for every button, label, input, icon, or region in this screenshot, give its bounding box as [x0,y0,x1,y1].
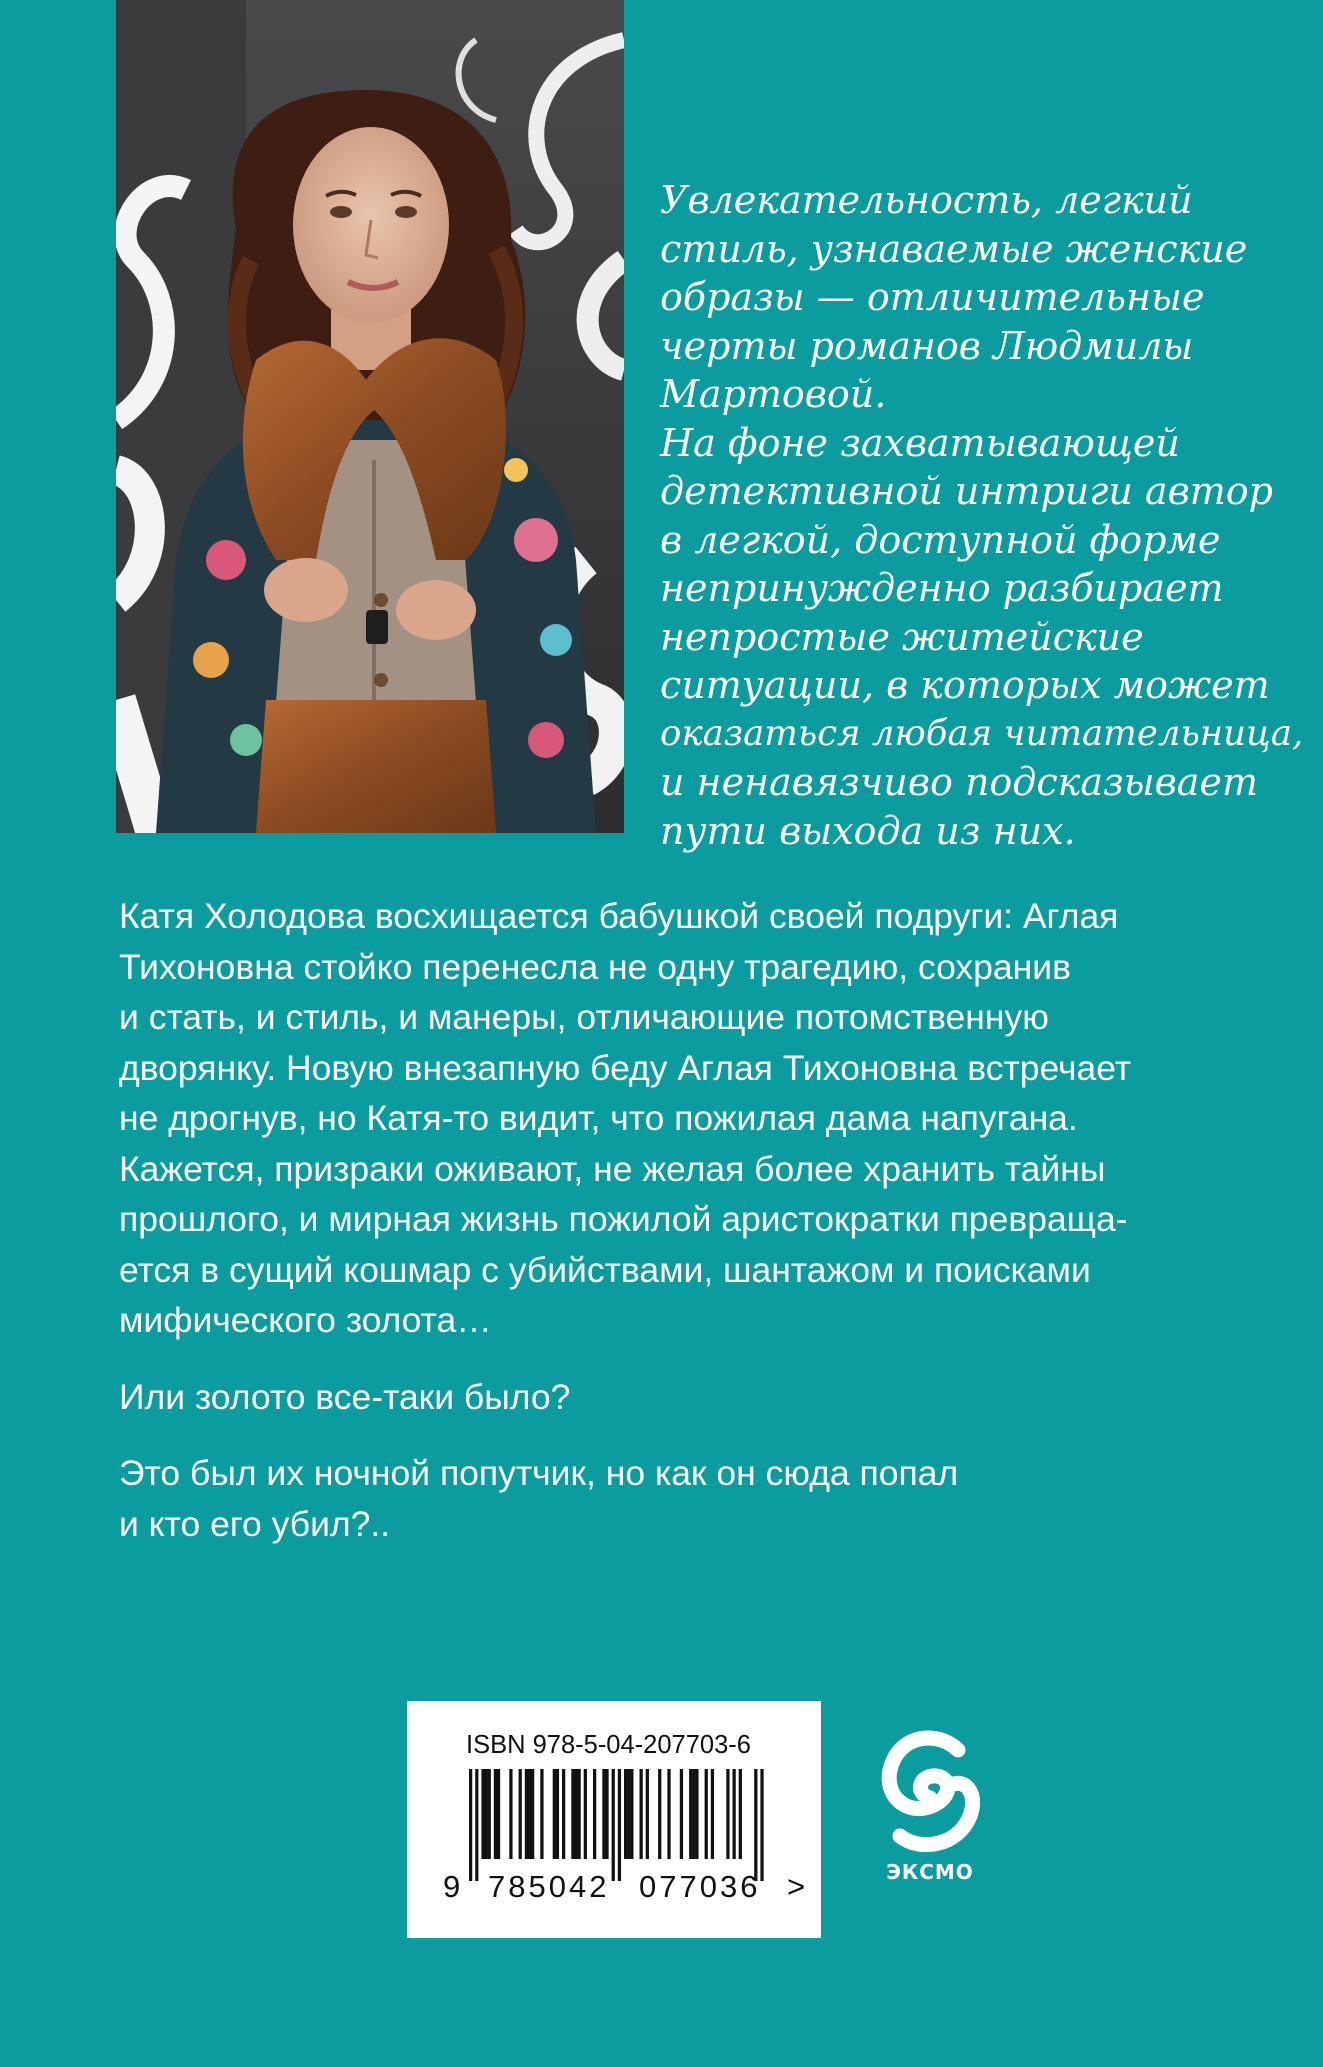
barcode-bar [754,1769,757,1881]
barcode-bar [497,1769,500,1859]
synopsis-line: и стать, и стиль, и манеры, отличающие потомственную [119,997,1049,1037]
barcode-bar [509,1769,512,1859]
author-photo [116,0,624,833]
barcode-bar [578,1769,581,1859]
barcode-bar [646,1769,649,1859]
barcode-bar [692,1769,695,1859]
synopsis-line: ется в сущий кошмар с убийствами, шантажом и поисками [119,1249,1091,1290]
barcode-bar [612,1769,615,1881]
barcode-bar [733,1769,736,1859]
quote-line: образы — отличительные [660,275,1205,319]
barcode-bar [711,1769,714,1859]
barcode-bar [739,1769,742,1859]
quote-line: Мартовой. [660,372,887,416]
author-portrait-image [116,0,624,833]
synopsis-line: мифического золота… [119,1300,492,1340]
barcode-bar [760,1769,763,1881]
quote-line: и ненавязчиво подсказывает [660,760,1258,804]
isbn-number: ISBN 978-5-04-207703-6 [466,1731,751,1759]
barcode-bar [481,1769,484,1859]
synopsis-line: дворянку. Новую внезапную беду Аглая Тихоновна встречает [119,1047,1132,1088]
barcode-bar [540,1769,543,1859]
barcode-bar [528,1769,531,1859]
barcode-bar [562,1769,565,1859]
barcode-bar [574,1769,577,1859]
quote-line: стиль, узнаваемые женские [660,226,1248,271]
publisher-logo [880,1728,980,1890]
quote-line: непринужденно разбирает [660,566,1224,610]
quote-line: На фоне захватывающей [660,420,1180,465]
quote-line: детективной интриги автор [660,469,1273,513]
barcode-bar [680,1769,683,1859]
barcode-bar [584,1769,587,1859]
synopsis-line: и кто его убил?.. [119,1503,391,1544]
barcode-bar [618,1769,621,1881]
barcode-bar [519,1769,522,1859]
synopsis-line: Это был их ночной попутчик, но как он сюда попал [119,1453,959,1493]
book-synopsis [119,891,1299,1549]
synopsis-paragraph [119,1448,1299,1549]
quote-line: непростые житейские [660,614,1144,659]
synopsis-line: не дрогнув, но Катя-то видит, что пожилая дама напугана. [119,1098,1078,1138]
barcode-bar [485,1769,488,1859]
barcode-bar [726,1769,729,1859]
barcode-bar [705,1769,708,1859]
synopsis-line: Или золото все-таки было? [119,1376,571,1417]
barcode-bar [553,1769,556,1859]
barcode-bar [531,1769,534,1859]
synopsis-line: Кажется, призраки оживают, не желая более хранить тайны [119,1148,1106,1189]
quote-line: пути выхода из них. [660,808,1076,853]
quote-line: черты романов Людмилы [660,323,1194,368]
author-quote [660,176,1304,855]
quote-line: в легкой, доступной форме [660,517,1221,562]
barcode-bar [667,1769,670,1859]
barcode-bar [475,1769,478,1881]
synopsis-paragraph [119,891,1299,1346]
barcode-bar [630,1769,633,1859]
barcode-bar [627,1769,630,1859]
barcode-bar [624,1769,627,1859]
synopsis-line: прошлого, и мирная жизнь пожилой аристократки превраща- [119,1199,1128,1239]
barcode-digit-first: 9 [443,1869,464,1904]
barcode-digit-end: > [787,1869,809,1904]
barcode-bar [556,1769,559,1859]
barcode-bar [571,1769,574,1859]
barcode-bar [494,1769,497,1859]
isbn-barcode [407,1701,821,1938]
barcode-bar [640,1769,643,1859]
barcode-bar [488,1769,491,1859]
barcode-bar [469,1769,472,1881]
barcode-bar [525,1769,528,1859]
barcode-bar [658,1769,661,1859]
barcode-bar [695,1769,698,1859]
synopsis-paragraph [119,1372,1299,1423]
barcode-bar [689,1769,692,1859]
barcode-digits-left: 785042 [488,1869,610,1904]
synopsis-line: Катя Холодова восхищается бабушкой своей подруги: Аглая [119,896,1119,936]
barcode-digits-right: 077036 [639,1869,761,1904]
barcode-bar [605,1769,608,1859]
quote-line: ситуации, в которых может [660,663,1270,707]
publisher-name: ЭКСМО [886,1860,974,1884]
quote-line: Увлекательность, легкий [660,178,1193,222]
quote-line: оказаться любая читательница, [660,712,1304,754]
synopsis-line: Тихоновна стойко перенесла не одну трагедию, сохранив [119,946,1071,987]
eksmo-swirl-icon [880,1728,980,1858]
barcode-bar [593,1769,596,1859]
barcode-bar [602,1769,605,1859]
